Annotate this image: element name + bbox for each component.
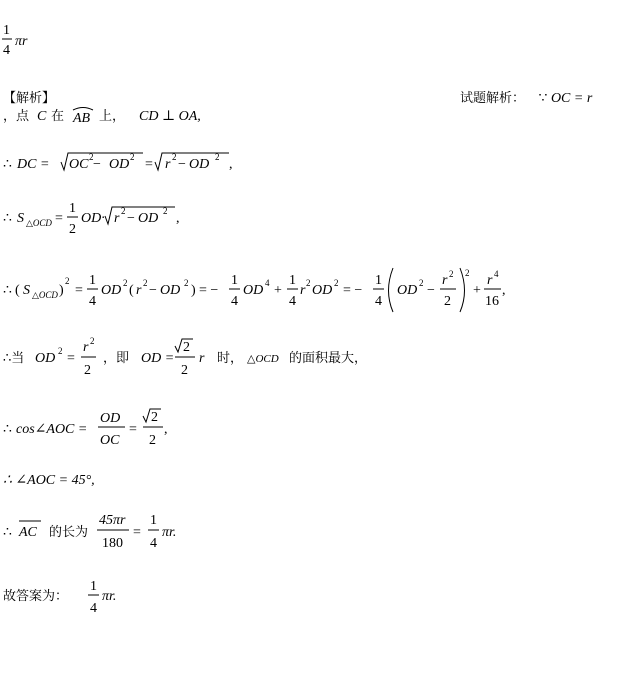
line2-arc: AB [73, 111, 91, 126]
line6-when: 时， [217, 351, 244, 366]
line5-sup-outer: 2 [65, 276, 70, 286]
line5-sup-b: 2 [143, 278, 148, 288]
line5-sup-d: 2 [306, 278, 311, 288]
line5-lparen: ( [15, 283, 20, 298]
arc-ab-mark [73, 108, 93, 111]
top-answer-tail: πr [15, 34, 28, 49]
top-answer-num: 1 [3, 23, 10, 38]
given-oc: OC = r [550, 91, 593, 106]
line-arc-length [3, 508, 243, 556]
line9-tail: πr. [162, 525, 177, 540]
line5-r2od2: r [300, 283, 306, 298]
final-answer [3, 576, 203, 620]
line9-mid: 的长为 [49, 525, 89, 540]
analysis-label: 【解析】 [3, 91, 56, 106]
line3-rad1: OC [69, 157, 89, 172]
line6-tri: △OCD [247, 353, 279, 365]
line5-eq1: = [75, 283, 83, 298]
line5-plus2: + [473, 283, 481, 298]
line4-od: OD· [81, 211, 105, 226]
line4-den: 2 [69, 222, 76, 237]
line8-text: ∴ ∠AOC = 45°, [3, 473, 95, 488]
line5-sup-f: 2 [419, 278, 424, 288]
line7-fn: OD [100, 411, 121, 426]
line5-sup-e: 2 [334, 278, 339, 288]
final-tail: πr. [102, 589, 117, 604]
line-point-c [3, 104, 303, 126]
line5-end: , [502, 283, 506, 298]
line5-big-rparen [460, 268, 465, 312]
line-area-squared [3, 262, 523, 316]
line3-eq: = [145, 157, 153, 172]
line5-sub: △OCD [32, 290, 58, 300]
line5-eq2: = − [199, 283, 219, 298]
line4-eq: = [55, 211, 63, 226]
line5-f5d: 2 [444, 294, 451, 309]
line6-sqrt: 2 [183, 340, 190, 355]
line9-f2n: 1 [150, 513, 157, 528]
line5-therefore: ∴ [3, 283, 12, 298]
sup-2b: 2 [130, 152, 135, 162]
line4-end: , [176, 211, 180, 226]
line6-od2: OD = [141, 351, 175, 366]
line-cos [3, 406, 243, 454]
sup-2a: 2 [89, 152, 94, 162]
line4-sup-a: 2 [121, 206, 126, 216]
line3-rad2b: OD [189, 157, 210, 172]
line4-sub: △OCD [26, 218, 52, 228]
line5-f4n: 1 [375, 273, 382, 288]
line5-sup-h: 2 [465, 268, 470, 278]
line5-minus: − [427, 283, 435, 298]
line2-in: 在 [51, 109, 65, 124]
line6-sup-b: 2 [90, 336, 95, 346]
line2-c: C [37, 109, 47, 124]
line5-f2n: 1 [231, 273, 238, 288]
line5-sup-a: 2 [123, 278, 128, 288]
line7-sqrt: 2 [151, 410, 158, 425]
line5-od6: OD [397, 283, 418, 298]
line5-sup-4b: 4 [494, 269, 499, 279]
final-num: 1 [90, 579, 97, 594]
line4-num: 1 [69, 201, 76, 216]
line5-f1d: 4 [89, 294, 96, 309]
line6-sup-a: 2 [58, 346, 63, 356]
line5-rparen2: ) [191, 283, 196, 298]
line7-therefore: ∴ [3, 422, 12, 437]
line5-sup-c: 2 [184, 278, 189, 288]
line5-od: OD [101, 283, 122, 298]
line5-big-lparen [389, 268, 394, 312]
line5-f3d: 4 [289, 294, 296, 309]
line5-f2d: 4 [231, 294, 238, 309]
line5-f6d: 16 [485, 294, 499, 309]
line9-eq: = [133, 525, 141, 540]
analysis-right-label: 试题解析： [460, 91, 526, 106]
line3-minus: − [93, 157, 101, 172]
line9-therefore: ∴ [3, 525, 12, 540]
line9-arc: AC [19, 525, 37, 540]
line7-cos: cos∠AOC = [16, 422, 88, 437]
line5-f6n: r [487, 273, 493, 288]
line7-fd2: 2 [149, 433, 156, 448]
line5-od2: OD [160, 283, 181, 298]
line-max-area [3, 334, 423, 384]
line4-s: S [17, 211, 24, 226]
sup-2d: 2 [215, 152, 220, 162]
line2-lead: ，点 [3, 109, 30, 124]
line-area [3, 198, 303, 242]
because-symbol: ∵ [538, 91, 548, 106]
line5-eq3: = − [343, 283, 363, 298]
line5-od5: OD [312, 283, 333, 298]
line4-r: r [114, 211, 120, 226]
line6-mid: ，即 [103, 351, 130, 366]
line5-sup-g: 2 [449, 269, 454, 279]
line5-sup-4: 4 [265, 278, 270, 288]
line7-end: , [164, 422, 168, 437]
line4-od2: OD [138, 211, 159, 226]
line6-therefore: ∴当 [3, 351, 25, 366]
analysis-right [460, 87, 592, 107]
line6-od: OD [35, 351, 56, 366]
line5-s: S [23, 283, 30, 298]
final-den: 4 [90, 601, 97, 616]
line5-f5n: r [442, 273, 448, 288]
line6-tail: 的面积最大， [289, 351, 368, 366]
line9-fd: 180 [102, 536, 123, 551]
line5-od4: OD [243, 283, 264, 298]
line6-eq: = [67, 351, 75, 366]
line3-minus2: − [178, 157, 186, 172]
line3-lhs: DC = [17, 157, 50, 172]
line9-f2d: 4 [150, 536, 157, 551]
line5-lparen2: ( [129, 283, 134, 298]
line5-rparen: ) [59, 283, 64, 298]
line9-fn: 45πr [99, 513, 126, 528]
line7-fd: OC [100, 433, 120, 448]
line2-on: 上， [99, 109, 126, 124]
line3-end: , [229, 157, 233, 172]
line6-fn: r [83, 340, 89, 355]
line5-f4d: 4 [375, 294, 382, 309]
line7-eq: = [129, 422, 137, 437]
line6-fd2: 2 [181, 363, 188, 378]
line2-perp: CD ⊥ OA, [139, 109, 201, 124]
line5-minus-a: − [149, 283, 157, 298]
line6-fd: 2 [84, 363, 91, 378]
line3-therefore: ∴ [3, 157, 12, 172]
line5-f1n: 1 [89, 273, 96, 288]
line3-rad2a: r [165, 157, 171, 172]
line6-r: r [199, 351, 205, 366]
top-answer [3, 22, 63, 62]
line3-rad1b: OD [109, 157, 130, 172]
final-label: 故答案为： [3, 589, 69, 604]
line5-plus: + [274, 283, 282, 298]
line5-f3n: 1 [289, 273, 296, 288]
line-angle [3, 472, 95, 489]
line-dc [3, 148, 303, 178]
top-answer-den: 4 [3, 43, 10, 58]
sup-2c: 2 [172, 152, 177, 162]
line4-sup-b: 2 [163, 206, 168, 216]
line4-minus: − [127, 211, 135, 226]
line5-r: r [136, 283, 142, 298]
line4-therefore: ∴ [3, 211, 12, 226]
